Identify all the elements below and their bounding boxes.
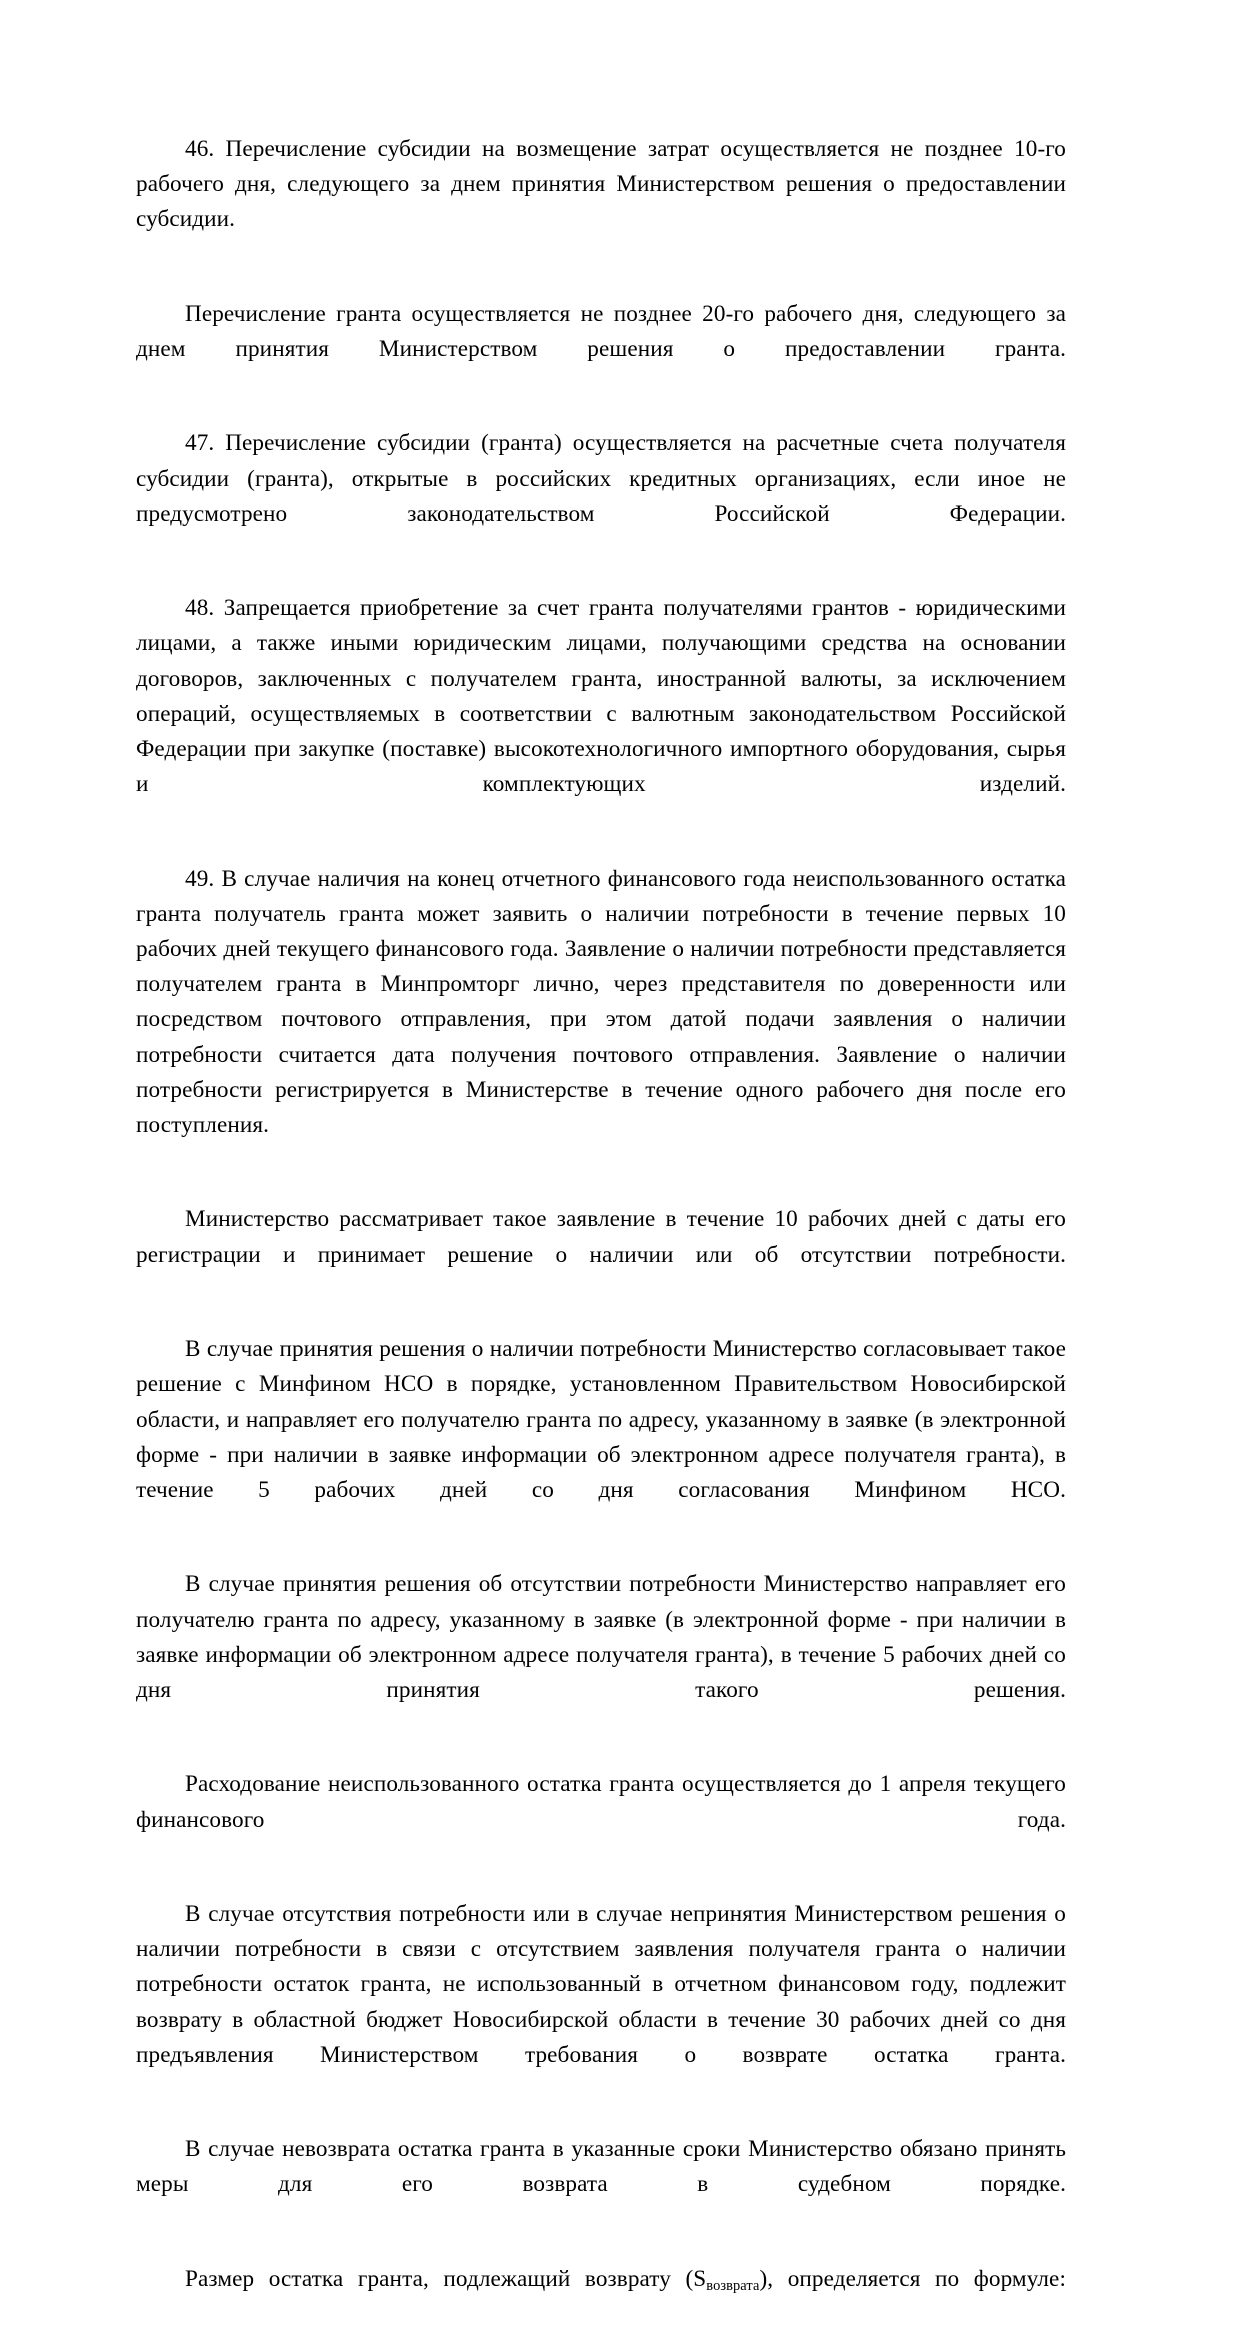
paragraph-formula-intro: [136, 2262, 1066, 2332]
paragraph-clause-49-review: Министерство рассматривает такое заявление в течение 10 рабочих дней с даты его регистрации и принимает решение о наличии или об отсутствии потребности.: [136, 1206, 1066, 1268]
formula-intro-prefix: Размер остатка гранта, подлежащий возврату (S: [185, 2265, 707, 2292]
paragraph-clause-47: 47. Перечисление субсидии (гранта) осуществляется на расчетные счета получателя субсидии (гранта), открытые в российских кредитных организациях, если иное не предусмотрено законодательством Российской Федерации.: [136, 430, 1066, 527]
formula-variable-subscript: возврата: [706, 2277, 760, 2294]
paragraph-clause-49-court: В случае невозврата остатка гранта в указанные сроки Министерство обязано принять меры для его возврата в судебном порядке.: [136, 2136, 1066, 2198]
paragraph-clause-49-need-absent: В случае принятия решения об отсутствии потребности Министерство направляет его получателю гранта по адресу, указанному в заявке (в электронной форме - при наличии в заявке информации об электронном адресе получателя гранта), в течение 5 рабочих дней со дня принятия такого решения.: [136, 1571, 1066, 1703]
paragraph-clause-49-spending: Расходование неиспользованного остатка гранта осуществляется до 1 апреля текущего финансового года.: [136, 1771, 1066, 1833]
paragraph-clause-48: 48. Запрещается приобретение за счет гранта получателями грантов - юридическими лицами, а также иными юридическим лицами, получающими средства на основании договоров, заключенных с получателем гранта, иностранной валюты, за исключением операций, осуществляемых в соответствии с валютным законодательством Российской Федерации при закупке (поставке) высокотехнологичного импортного оборудования, сырья и комплектующих изделий.: [136, 595, 1066, 798]
paragraph-clause-49-return: В случае отсутствия потребности или в случае непринятия Министерством решения о наличии потребности в связи с отсутствием заявления получателя гранта о наличии потребности остаток гранта, не использованный в отчетном финансовом году, подлежит возврату в областной бюджет Новосибирской области в течение 30 рабочих дней со дня предъявления Министерством требования о возврате остатка гранта.: [136, 1900, 1066, 2068]
paragraph-clause-46-continuation: Перечисление гранта осуществляется не позднее 20-го рабочего дня, следующего за днем принятия Министерством решения о предоставлении гранта.: [136, 300, 1066, 363]
formula-intro-suffix: ), определяется по формуле:: [759, 2265, 1066, 2292]
paragraph-clause-49: 49. В случае наличия на конец отчетного финансового года неиспользованного остатка гранта получатель гранта может заявить о наличии потребности в течение первых 10 рабочих дней текущего финансового года. Заявление о наличии потребности представляется получателем гранта в Минпромторг лично, через представителя по доверенности или посредством почтового отправления, при этом датой подачи заявления о наличии потребности считается дата получения почтового отправления. Заявление о наличии потребности регистрируется в Министерстве в течение одного рабочего дня после его поступления.: [136, 865, 1066, 1139]
paragraph-clause-46: 46. Перечисление субсидии на возмещение затрат осуществляется не позднее 10-го рабочего дня, следующего за днем принятия Министерством решения о предоставлении субсидии.: [136, 136, 1066, 233]
document-text-column: [136, 132, 1066, 2332]
paragraph-clause-49-need-present: В случае принятия решения о наличии потребности Министерство согласовывает такое решение с Минфином НСО в порядке, установленном Правительством Новосибирской области, и направляет его получателю гранта по адресу, указанному в заявке (в электронной форме - при наличии в заявке информации об электронном адресе получателя гранта), в течение 5 рабочих дней со дня согласования Минфином НСО.: [136, 1336, 1066, 1503]
